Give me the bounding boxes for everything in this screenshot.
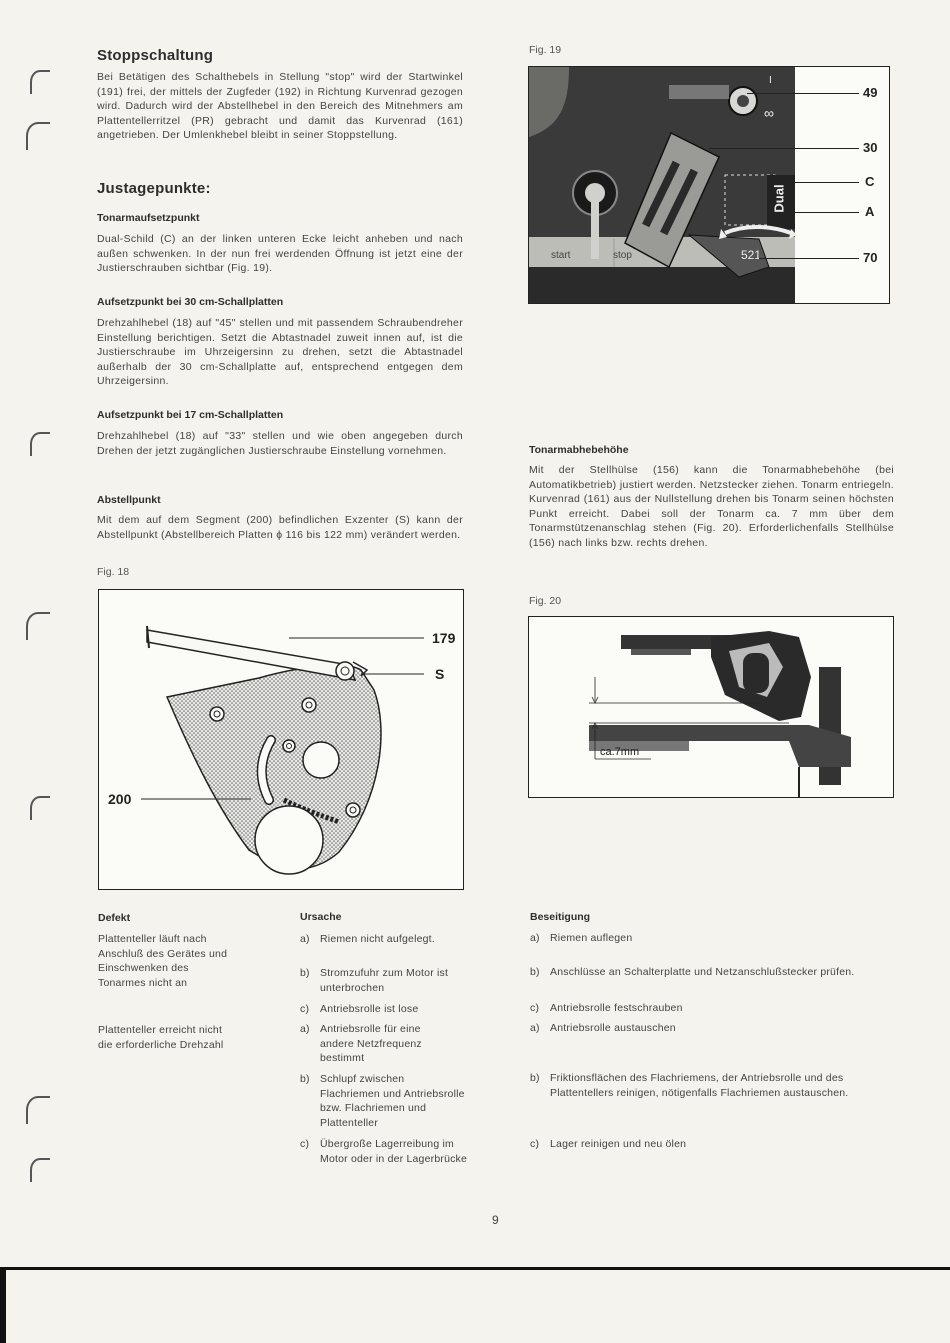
- fig18-caption: Fig. 18: [97, 566, 130, 578]
- ursache-1-letter: a): [300, 933, 310, 945]
- text-aufsetzpunkt-30: Drehzahlhebel (18) auf "45" stellen und mit passendem Schraubendreher Einstellung berichtigen. Setzt die Abtastnadel zuweit innen auf, ist die Justierschraube im Uhrzeigersinn zu drehen, setzt die Abtastnadel außerhalb der 30 cm-Schallplatte auf, entsprechend entgegen dem Uhrzeigersinn.: [97, 317, 463, 388]
- text-tonarmabhebehoehe: Mit der Stellhülse (156) kann die Tonarmabhebehöhe (bei Automatikbetrieb) justiert werden. Netzstecker ziehen. Tonarm entriegeln. Kurvenrad (161) aus der Nullstellung drehen bis Tonarm seinen höchsten Punkt erreicht. Dabei soll der Tonarm ca. 7 mm über dem Tonarmstützenanschlag stehen (Fig. 20). Erforderlichenfalls Stellhülse (156) nach links bzw. rechts drehen.: [529, 464, 894, 549]
- binder-hole: [26, 612, 50, 640]
- binder-hole: [30, 432, 50, 456]
- fig19-label-49: 49: [863, 85, 878, 100]
- beseitigung-2-letter: b): [530, 966, 540, 978]
- fig19-label-70: 70: [863, 250, 878, 265]
- binder-hole: [30, 70, 50, 94]
- fig19-leader-49: [747, 93, 859, 94]
- beseitigung-4-text: Antriebsrolle austauschen: [550, 1022, 676, 1034]
- defekt-2: Plattenteller erreicht nicht die erforderliche Drehzahl: [98, 1024, 224, 1051]
- header-beseitigung: Beseitigung: [530, 911, 591, 923]
- fig19-leader-30: [709, 148, 859, 149]
- ursache-6-text: Übergroße Lagerreibung im Motor oder in der Lagerbrücke: [320, 1138, 468, 1165]
- fig19-model-label: 521: [741, 248, 762, 262]
- fig19-leader-a: [795, 212, 859, 213]
- fig19-label-a: A: [865, 204, 875, 219]
- ursache-2-text: Stromzufuhr zum Motor ist unterbrochen: [320, 967, 449, 994]
- figure-20: [528, 616, 894, 798]
- fig18-drawing: [99, 590, 463, 889]
- ursache-5-text: Schlupf zwischen Flachriemen und Antriebsrolle bzw. Flachriemen und Plattenteller: [320, 1073, 465, 1129]
- fig19-label-c: C: [865, 174, 875, 189]
- fig19-leader-70: [759, 258, 859, 259]
- beseitigung-6-letter: c): [530, 1138, 540, 1150]
- beseitigung-6-text: Lager reinigen und neu ölen: [550, 1138, 687, 1150]
- heading-tonarmabhebehoehe: Tonarmabhebehöhe: [529, 444, 629, 456]
- beseitigung-5-text: Friktionsflächen des Flachriemens, der Antriebsrolle und des Plattentellers reinigen, nötigenfalls Flachriemen austauschen.: [550, 1072, 849, 1099]
- fig19-caption: Fig. 19: [529, 44, 562, 56]
- fig19-leader-c: [795, 182, 859, 183]
- ursache-4-letter: a): [300, 1023, 310, 1035]
- ursache-3-text: Antriebsrolle ist lose: [320, 1003, 419, 1015]
- heading-stoppschaltung: Stoppschaltung: [97, 47, 214, 64]
- ursache-5-letter: b): [300, 1073, 310, 1085]
- fig19-start-label: start: [551, 250, 571, 261]
- fig19-label-30: 30: [863, 140, 878, 155]
- fig18-label-200: 200: [108, 791, 132, 807]
- fig18-label-179: 179: [432, 630, 456, 646]
- heading-abstellpunkt: Abstellpunkt: [97, 494, 161, 506]
- heading-aufsetzpunkt-30: Aufsetzpunkt bei 30 cm-Schallplatten: [97, 296, 284, 308]
- scan-border: [0, 1267, 950, 1343]
- binder-hole: [30, 796, 50, 820]
- fig19-photo: [529, 67, 889, 303]
- beseitigung-1-text: Riemen auflegen: [550, 932, 633, 944]
- figure-18: [98, 589, 464, 890]
- heading-justagepunkte: Justagepunkte:: [97, 180, 211, 197]
- ursache-6-letter: c): [300, 1138, 310, 1150]
- fig19-i-mark: I: [769, 75, 772, 86]
- heading-aufsetzpunkt-17: Aufsetzpunkt bei 17 cm-Schallplatten: [97, 409, 284, 421]
- binder-hole: [30, 1158, 50, 1182]
- figure-19: [528, 66, 890, 304]
- fig18-label-s: S: [435, 666, 445, 682]
- ursache-4-text: Antriebsrolle für eine andere Netzfrequenz bestimmt: [320, 1023, 422, 1065]
- fig20-caption: Fig. 20: [529, 595, 562, 607]
- beseitigung-1-letter: a): [530, 932, 540, 944]
- ursache-2-letter: b): [300, 967, 310, 979]
- beseitigung-3-text: Antriebsrolle festschrauben: [550, 1002, 683, 1014]
- text-stoppschaltung: Bei Betätigen des Schalthebels in Stellung "stop" wird der Startwinkel (191) frei, der mittels der Zugfeder (192) in Richtung Kurvenrad gezogen wird. Dadurch wird der Abstellhebel in den Bereich des Mitnehmers am Plattentellerritzel (PR) gebracht und damit das Kurvenrad (161) angetrieben. Der Umlenkhebel bleibt in seiner Stoppstellung.: [97, 71, 463, 142]
- fig20-drawing: [529, 617, 893, 797]
- beseitigung-5-letter: b): [530, 1072, 540, 1084]
- fig20-measure: ca.7mm: [600, 746, 640, 758]
- fig19-speed-mark: ∞: [764, 105, 774, 121]
- beseitigung-2-text: Anschlüsse an Schalterplatte und Netzanschlußstecker prüfen.: [550, 966, 855, 978]
- fig19-brand-label: Dual: [771, 184, 787, 213]
- beseitigung-4-letter: a): [530, 1022, 540, 1034]
- header-defekt: Defekt: [98, 912, 131, 924]
- binder-hole: [26, 1096, 50, 1124]
- text-tonarmaufsetzpunkt: Dual-Schild (C) an der linken unteren Ecke leicht anheben und nach außen schwenken. In der nun frei werdenden Öffnung ist jetzt eine der Justierschrauben sichtbar (Fig. 19).: [97, 233, 463, 275]
- header-ursache: Ursache: [300, 911, 342, 923]
- text-aufsetzpunkt-17: Drehzahlhebel (18) auf "33" stellen und wie oben angegeben durch Drehen der jetzt zugänglichen Justierschraube Einstellung vornehmen.: [97, 430, 463, 457]
- heading-tonarmaufsetzpunkt: Tonarmaufsetzpunkt: [97, 212, 200, 224]
- ursache-1-text: Riemen nicht aufgelegt.: [320, 933, 435, 945]
- ursache-3-letter: c): [300, 1003, 310, 1015]
- text-abstellpunkt: Mit dem auf dem Segment (200) befindlichen Exzenter (S) kann der Abstellpunkt (Abstellbereich Platten ϕ 116 bis 122 mm) verändert werden.: [97, 514, 463, 541]
- defekt-1: Plattenteller läuft nach Anschluß des Gerätes und Einschwenken des Tonarmes nicht an: [98, 933, 228, 989]
- fig19-stop-label: stop: [613, 250, 632, 261]
- page-number: 9: [492, 1213, 499, 1227]
- beseitigung-3-letter: c): [530, 1002, 540, 1014]
- binder-hole: [26, 122, 50, 150]
